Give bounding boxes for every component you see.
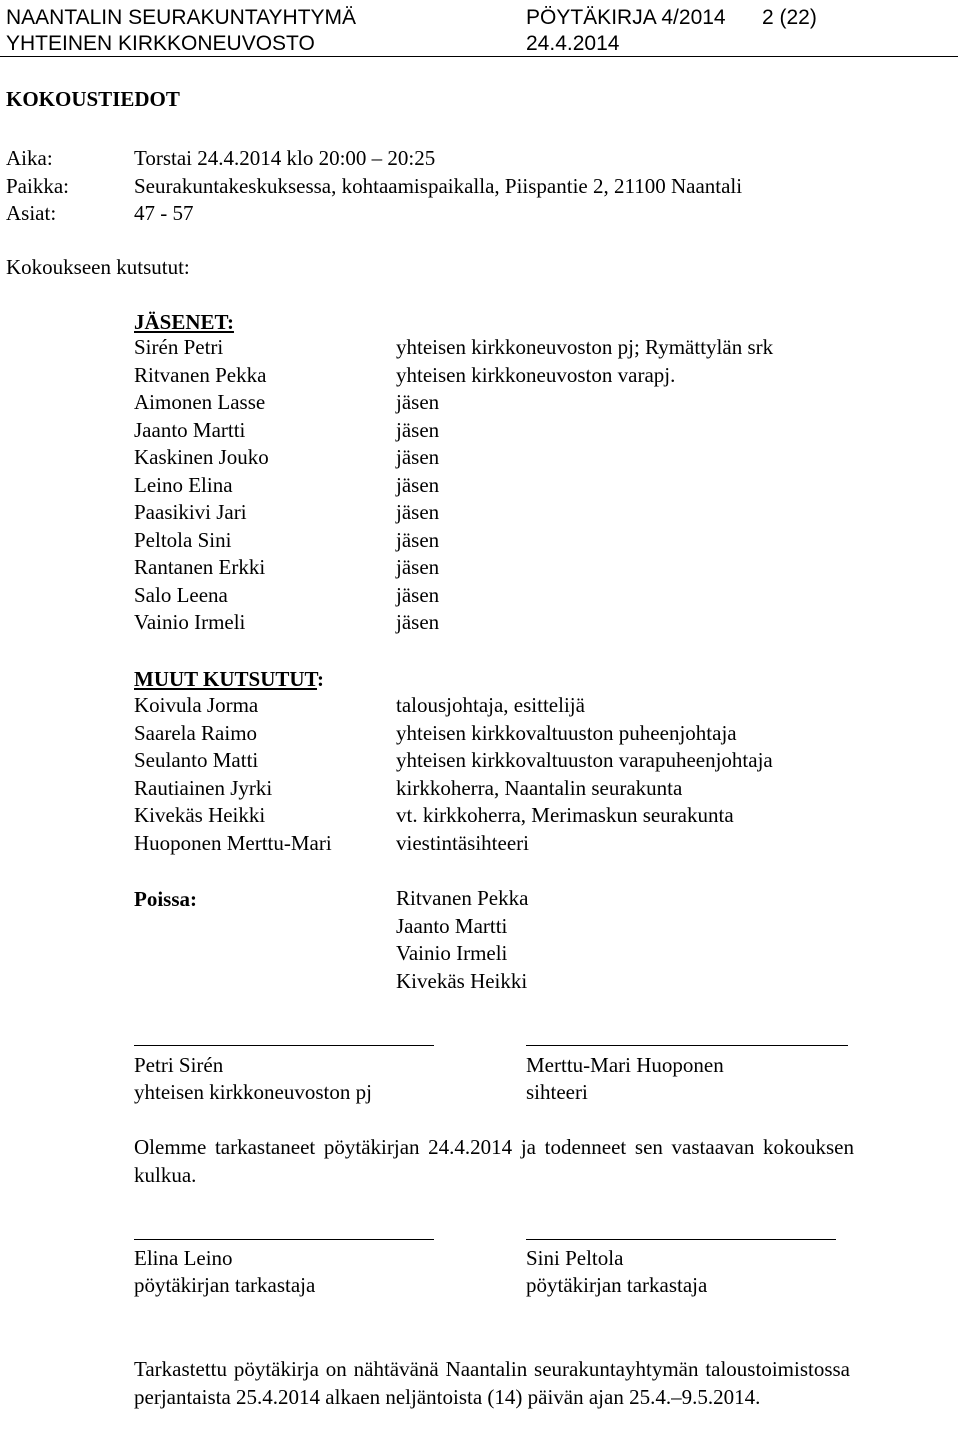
place-value: Seurakuntakeskuksessa, kohtaamispaikalla, Piispantie 2, 21100 Naantali <box>134 174 743 198</box>
member-name: Kaskinen Jouko <box>134 445 269 469</box>
member-role: jäsen <box>396 472 440 497</box>
member-name: Leino Elina <box>134 472 233 497</box>
section-title: KOKOUSTIEDOT <box>6 87 180 111</box>
others-name: Kivekäs Heikki <box>134 803 266 827</box>
member-role: yhteisen kirkkoneuvoston varapj. <box>396 362 676 387</box>
others-role: talousjohtaja, esittelijä <box>396 693 585 717</box>
others-heading-colon: : <box>317 667 325 691</box>
header-divider <box>0 56 958 57</box>
others-name: Seulanto Matti <box>134 748 259 772</box>
header-document-number: PÖYTÄKIRJA 4/2014 <box>526 6 726 29</box>
others-role-list <box>396 692 773 857</box>
secretary-signature-line <box>526 1045 848 1046</box>
reviewer2-title: pöytäkirjan tarkastaja <box>526 1273 708 1297</box>
member-role: jäsen <box>396 610 440 634</box>
reviewer1-signature-line <box>134 1239 434 1240</box>
items-label: Asiat: <box>6 201 57 225</box>
reviewer1-name: Elina Leino <box>134 1246 233 1270</box>
chair-title: yhteisen kirkkoneuvoston pj <box>134 1080 372 1104</box>
member-name: Jaanto Martti <box>134 417 246 442</box>
others-role: kirkkoherra, Naantalin seurakunta <box>396 775 683 800</box>
member-name: Rantanen Erkki <box>134 555 266 579</box>
others-role: vt. kirkkoherra, Merimaskun seurakunta <box>396 803 734 827</box>
reviewer1-title: pöytäkirjan tarkastaja <box>134 1273 316 1297</box>
member-name: Peltola Sini <box>134 527 232 552</box>
members-heading: JÄSENET: <box>134 310 234 334</box>
invited-label: Kokoukseen kutsutut: <box>6 255 190 279</box>
member-name: Aimonen Lasse <box>134 390 266 414</box>
secretary-name: Merttu-Mari Huoponen <box>526 1053 724 1077</box>
others-role: yhteisen kirkkovaltuuston puheenjohtaja <box>396 720 737 745</box>
secretary-title: sihteeri <box>526 1080 588 1104</box>
others-heading-line <box>134 666 324 693</box>
absent-name: Jaanto Martti <box>396 913 508 938</box>
others-heading: MUUT KUTSUTUT <box>134 667 318 691</box>
others-name-list <box>134 692 332 857</box>
items-value: 47 - 57 <box>134 201 194 225</box>
member-role: jäsen <box>396 555 440 579</box>
member-role: jäsen <box>396 390 440 414</box>
member-role: jäsen <box>396 500 440 524</box>
member-role: jäsen <box>396 417 440 442</box>
time-value: Torstai 24.4.2014 klo 20:00 – 20:25 <box>134 146 436 170</box>
chair-signature-line <box>134 1045 434 1046</box>
absent-list <box>396 885 528 995</box>
others-role: yhteisen kirkkovaltuuston varapuheenjohtaja <box>396 748 773 772</box>
member-name: Vainio Irmeli <box>134 610 246 634</box>
member-role-list <box>396 334 773 637</box>
absent-name: Vainio Irmeli <box>396 941 508 965</box>
reviewer2-signature-line <box>526 1239 836 1240</box>
member-role: jäsen <box>396 527 440 552</box>
absent-label: Poissa: <box>134 887 197 911</box>
review-statement: Olemme tarkastaneet pöytäkirjan 24.4.2014 ja todenneet sen vastaavan kokouksen kulkua. <box>134 1135 854 1187</box>
member-name: Ritvanen Pekka <box>134 362 267 387</box>
header-date: 24.4.2014 <box>526 32 620 55</box>
time-label: Aika: <box>6 146 53 170</box>
member-name-list <box>134 334 269 637</box>
others-name: Rautiainen Jyrki <box>134 775 273 800</box>
member-role: yhteisen kirkkoneuvoston pj; Rymättylän srk <box>396 335 774 359</box>
others-name: Huoponen Merttu-Mari <box>134 830 332 855</box>
header-council-name: YHTEINEN KIRKKONEUVOSTO <box>6 32 315 55</box>
others-role: viestintäsihteeri <box>396 830 529 855</box>
inspection-notice: Tarkastettu pöytäkirja on nähtävänä Naantalin seurakuntayhtymän taloustoimistossa perjantaista 25.4.2014 alkaen neljäntoista (14) päivän ajan 25.4.–9.5.2014. <box>134 1357 850 1409</box>
header-organization: NAANTALIN SEURAKUNTAYHTYMÄ <box>6 6 357 29</box>
member-name: Salo Leena <box>134 582 228 607</box>
chair-name: Petri Sirén <box>134 1053 224 1077</box>
others-name: Koivula Jorma <box>134 693 259 717</box>
absent-name: Kivekäs Heikki <box>396 968 528 993</box>
member-role: jäsen <box>396 445 440 469</box>
place-label: Paikka: <box>6 174 69 198</box>
member-role: jäsen <box>396 582 440 607</box>
member-name: Sirén Petri <box>134 335 224 359</box>
others-name: Saarela Raimo <box>134 720 258 745</box>
member-name: Paasikivi Jari <box>134 500 247 524</box>
reviewer2-name: Sini Peltola <box>526 1246 624 1270</box>
header-page-number: 2 (22) <box>762 6 817 29</box>
absent-name: Ritvanen Pekka <box>396 886 529 910</box>
